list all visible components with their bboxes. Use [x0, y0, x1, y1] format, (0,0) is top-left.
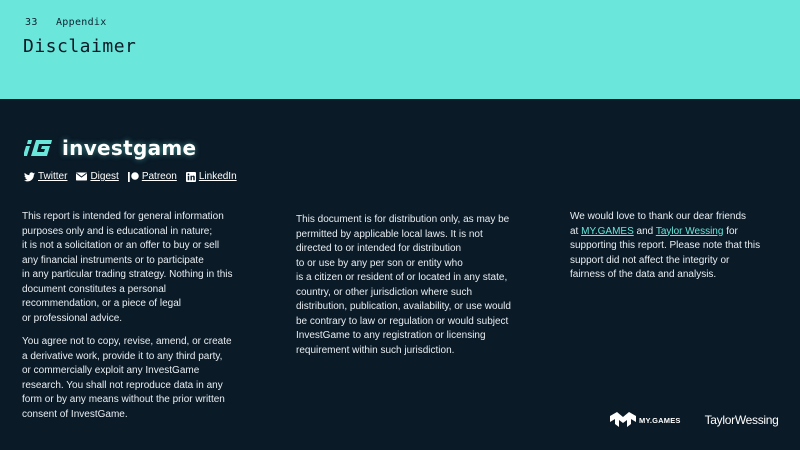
taylorwessing-logo: TaylorWessing: [704, 413, 779, 427]
page-number: 33: [25, 17, 38, 28]
text: and: [636, 225, 654, 237]
patreon-icon: [128, 172, 139, 182]
twitter-label: Twitter: [38, 171, 68, 182]
paragraph: This document is for distribution only, as may be permitted by applicable local laws. It is not directed to or intended for distribution to or use by any per son or entity who is a citizen or resident of or located in any state, country, or other jurisdiction where such distribution, publication, availability, or use would be contrary to law or regulation or would subject InvestGame to any registration or licensing requirement within such jurisdiction.: [296, 214, 511, 356]
disclaimer-column-2: [296, 213, 526, 358]
acknowledgement-column: [570, 210, 780, 283]
linkedin-label: LinkedIn: [198, 171, 237, 182]
linkedin-icon: [186, 172, 196, 182]
twitter-icon: [24, 172, 35, 182]
taylor-wessing-link[interactable]: Taylor Wessing: [655, 225, 724, 237]
patreon-link[interactable]: [128, 171, 177, 182]
text: supporting this report. Please note that this support did not affect the integrity or fairness of the data and analysis.: [570, 240, 761, 280]
disclaimer-column-1: [22, 210, 242, 422]
mygames-wordmark: MY.GAMES: [639, 415, 681, 425]
brand-name: investgame: [62, 136, 197, 160]
page-title: Disclaimer: [23, 36, 137, 57]
social-links: [24, 171, 246, 182]
partner-logos: [610, 412, 779, 428]
section-label: Appendix: [55, 17, 107, 28]
ig-logo-icon: [24, 138, 54, 158]
digest-link[interactable]: [76, 171, 118, 182]
mygames-icon: [610, 412, 636, 428]
paragraph: You agree not to copy, revise, amend, or create a derivative work, provide it to any third party, or commercially exploit any InvestGame research. You shall not reproduce data in any form or by any means without the prior written consent of InvestGame.: [22, 336, 232, 420]
twitter-link[interactable]: [24, 171, 67, 182]
patreon-label: Patreon: [141, 171, 177, 182]
digest-label: Digest: [90, 171, 119, 182]
mygames-logo: [610, 412, 681, 428]
text: for: [726, 225, 738, 237]
page-meta: [25, 17, 107, 28]
paragraph: This report is intended for general information purposes only and is educational in nature; it is not a solicitation or an offer to buy or sell any financial instruments or to participate in any particular trading strategy. Nothing in this document constitutes a personal recommendation, or a piece of legal or professional advice.: [22, 211, 233, 324]
mail-icon: [76, 172, 87, 181]
text: at: [570, 225, 579, 237]
header-banner: [0, 0, 800, 99]
mygames-link[interactable]: MY.GAMES: [581, 225, 634, 237]
investgame-logo: [24, 136, 196, 160]
acknowledgement-paragraph: [570, 210, 780, 283]
linkedin-link[interactable]: [186, 171, 237, 182]
text: We would love to thank our dear friends: [570, 211, 747, 222]
